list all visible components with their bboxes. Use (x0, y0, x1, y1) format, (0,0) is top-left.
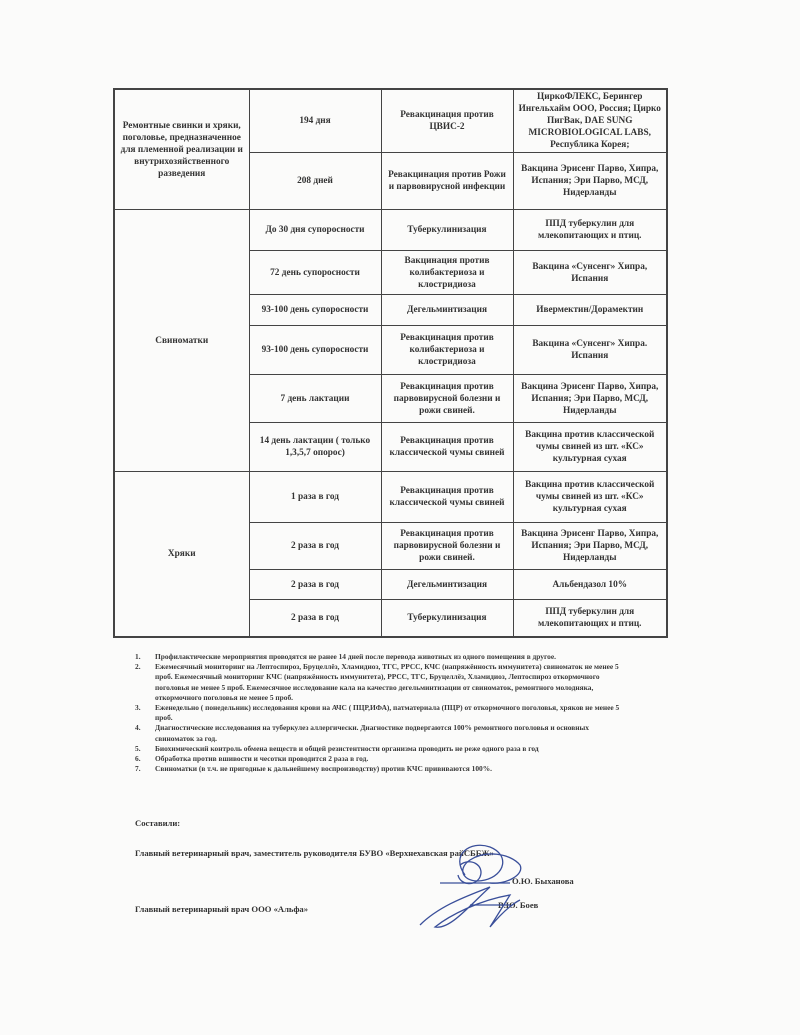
drug-cell: ЦиркоФЛЕКС, Берингер Ингельхайм ООО, Россия; Цирко ПигВак, DAE SUNG MICROBIOLOGICAL LABS, Республика Корея; (513, 89, 667, 153)
drug-cell: Альбендазол 10% (513, 570, 667, 600)
group-cell: Хряки (114, 472, 249, 637)
table-row (114, 89, 667, 153)
drug-cell: ППД туберкулин для млекопитающих и птиц. (513, 600, 667, 637)
event-cell: Туберкулинизация (381, 600, 513, 637)
time-cell: 2 раза в год (249, 600, 381, 637)
event-cell: Ревакцинация против парвовирусной болезни и рожи свиней. (381, 375, 513, 423)
notes-list (135, 652, 625, 774)
time-cell: 194 дня (249, 89, 381, 153)
note-text: Еженедельно ( понедельник) исследования крови на АЧС ( ПЦР,ИФА), патматериала (ПЦР) от откормочного поголовья, хряков не менее 5 проб. (155, 703, 620, 723)
table-row (114, 472, 667, 523)
time-cell: 1 раза в год (249, 472, 381, 523)
note-item (135, 703, 625, 723)
event-cell: Ревакцинация против классической чумы свиней (381, 472, 513, 523)
event-cell: Дегельминтизация (381, 295, 513, 326)
drug-cell: Вакцина против классической чумы свиней из шт. «КС» культурная сухая (513, 423, 667, 472)
note-item (135, 754, 625, 764)
note-item (135, 652, 625, 662)
event-cell: Туберкулинизация (381, 210, 513, 251)
note-item (135, 764, 625, 774)
group-cell: Ремонтные свинки и хряки, поголовье, предназначенное для племенной реализации и внутрихозяйственного разведения (114, 89, 249, 210)
note-number: 3. (135, 703, 141, 713)
note-text: Обработка против вшивости и чесотки проводится 2 раза в год. (155, 754, 369, 764)
note-number: 2. (135, 662, 141, 672)
signer2-name: В.Ю. Боев (498, 900, 539, 910)
handwritten-signatures (410, 835, 540, 935)
time-cell: 93-100 день супоросности (249, 326, 381, 375)
drug-cell: ППД туберкулин для млекопитающих и птиц. (513, 210, 667, 251)
note-text: Диагностические исследования на туберкулез аллергически. Диагностике подвергаются 100% ремонтного поголовья и основных свиноматок за год. (155, 723, 589, 743)
note-item (135, 723, 625, 743)
event-cell: Ревакцинация против классической чумы свиней (381, 423, 513, 472)
time-cell: 208 дней (249, 153, 381, 210)
drug-cell: Вакцина Эрисенг Парво, Хипра, Испания; Эри Парво, МСД, Нидерланды (513, 523, 667, 570)
note-number: 5. (135, 743, 141, 753)
note-text: Биохимический контроль обмена веществ и общей резистентности организма проводить не реже одного раза в год (155, 743, 539, 753)
note-item (135, 662, 625, 703)
vaccination-schedule-table (113, 88, 668, 638)
note-item (135, 744, 625, 754)
drug-cell: Ивермектин/Дорамектин (513, 295, 667, 326)
group-cell: Свиноматки (114, 210, 249, 472)
event-cell: Ревакцинация против колибактериоза и клостридиоза (381, 326, 513, 375)
event-cell: Ревакцинация против Рожи и парвовирусной инфекции (381, 153, 513, 210)
time-cell: До 30 дня супоросности (249, 210, 381, 251)
time-cell: 93-100 день супоросности (249, 295, 381, 326)
time-cell: 2 раза в год (249, 523, 381, 570)
note-number: 1. (135, 652, 141, 661)
signer1-name: О.Ю. Быханова (512, 876, 574, 886)
note-text: Свиноматки (в т.ч. не пригодные к дальнейшему воспроизводству) против КЧС прививаются 100%. (155, 764, 492, 774)
note-text: Профилактические мероприятия проводятся не ранее 14 дней после перевода животных из одного помещения в другое. (155, 652, 556, 661)
time-cell: 2 раза в год (249, 570, 381, 600)
signer1-title: Главный ветеринарный врач, заместитель руководителя БУВО «Верхнехавская райСББЖ» (135, 848, 494, 858)
event-cell: Дегельминтизация (381, 570, 513, 600)
drug-cell: Вакцина «Сунсенг» Хипра. Испания (513, 326, 667, 375)
drug-cell: Вакцина Эрисенг Парво, Хипра, Испания; Эри Парво, МСД, Нидерланды (513, 153, 667, 210)
event-cell: Вакцинация против колибактериоза и клостридиоза (381, 251, 513, 295)
event-cell: Ревакцинация против парвовирусной болезни и рожи свиней. (381, 523, 513, 570)
time-cell: 7 день лактации (249, 375, 381, 423)
signer2-title: Главный ветеринарный врач ООО «Альфа» (135, 904, 309, 914)
note-number: 7. (135, 764, 141, 774)
composed-label: Составили: (135, 818, 181, 828)
drug-cell: Вакцина «Сунсенг» Хипра, Испания (513, 251, 667, 295)
time-cell: 72 день супоросности (249, 251, 381, 295)
note-text: Ежемесячный мониторинг на Лептоспироз, Бруцеллёз, Хламидиоз, ТГС, РРСС, КЧС (напряжённость иммунитета) свиноматок не менее 5 проб. Ежемесячный мониторинг КЧС (напряжённость иммунитета), РРСС, ТГС, Бруцеллёз, Хламидиоз, Лептоспироз откормочного поголовья не менее 5 проб. Ежемесячное исследование кала на качество дегельминтизации от свиноматок, ремонтного молодняка, откормочного поголовья не менее 5 проб. (155, 662, 619, 702)
time-cell: 14 день лактации ( только 1,3,5,7 опорос) (249, 423, 381, 472)
note-number: 4. (135, 723, 141, 733)
note-number: 6. (135, 754, 141, 764)
drug-cell: Вакцина Эрисенг Парво, Хипра, Испания; Эри Парво, МСД, Нидерланды (513, 375, 667, 423)
drug-cell: Вакцина против классической чумы свиней из шт. «КС» культурная сухая (513, 472, 667, 523)
table-row (114, 210, 667, 251)
event-cell: Ревакцинация против ЦВИС-2 (381, 89, 513, 153)
